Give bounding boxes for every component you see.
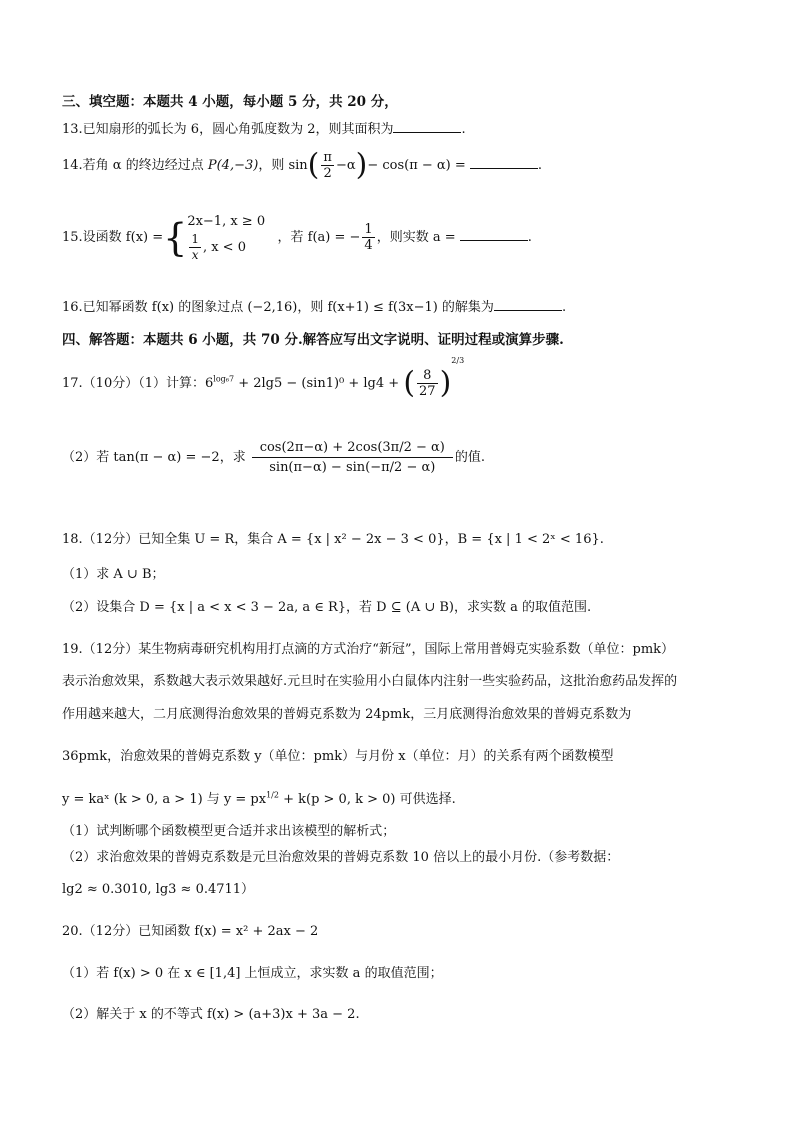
q14-mid: ，则 sin: [258, 158, 308, 173]
q17-1-mid: + 2lg5 − (sin1)⁰ + lg4 +: [234, 376, 404, 391]
question-17-part-1: [62, 356, 465, 401]
question-19-line-2: 表示治愈效果，系数越大表示效果越好.元旦时在实验用小白鼠体内注射一些实验药品，这批治愈药品发挥的: [62, 674, 678, 689]
q14-frac-num: π: [323, 150, 332, 165]
q17-2-numerator: cos(2π−α) + 2cos(3π/2 − α): [252, 440, 453, 458]
brace: {: [163, 215, 188, 260]
paren-right: ): [439, 365, 452, 401]
paren-left: (: [403, 365, 416, 401]
q14-point: P(4,−3): [207, 158, 259, 173]
question-20: 20.（12分）已知函数 f(x) = x² + 2ax − 2: [62, 924, 319, 939]
q17-1-frac-num: 8: [417, 368, 438, 384]
q17-2-post: 的值.: [454, 450, 486, 465]
question-17-part-2: [62, 440, 485, 475]
question-15: 15.设函数 f(x) ={ 2x−1, x ≥ 0 $\frac{1}{x}$ , x < 0 ，若 f(a) = − $\frac{1}{4}$ ，则实数 a = .: [62, 214, 532, 262]
q17-2-fraction: [252, 440, 453, 475]
question-18: 18.（12分）已知全集 U = R，集合 A = {x | x² − 2x − 3 < 0}，B = {x | 1 < 2ˣ < 16}.: [62, 532, 604, 547]
answer-blank: [460, 228, 528, 241]
q19-l5-b: + k(p > 0, k > 0) 可供选择.: [278, 792, 456, 807]
question-19-line-3: 作用越来越大，二月底测得治愈效果的普姆克系数为 24pmk，三月底测得治愈效果的普姆克系数为: [62, 707, 632, 722]
question-19-part-1: （1）试判断哪个函数模型更合适并求出该模型的解析式；: [62, 824, 396, 839]
question-20-part-2: （2）解关于 x 的不等式 f(x) > (a+3)x + 3a − 2.: [62, 1007, 360, 1022]
question-14: 14.若角 α 的终边经过点 P(4,−3)，则 sin( $\frac{\pi}{2}$ −α)− cos(π − α) = .: [62, 147, 543, 183]
q15-case2-cond: , x < 0: [202, 240, 246, 255]
q19-l5-a: y = kaˣ (k > 0, a > 1) 与 y = px: [62, 792, 267, 807]
question-13: 13.已知扇形的弧长为 6，圆心角弧度数为 2，则其面积为 .: [62, 122, 466, 137]
q15-case2-den: x: [191, 248, 199, 262]
q15-cases: [187, 212, 265, 263]
q14-rest: − cos(π − α) =: [367, 158, 466, 173]
section-3-heading: 三、填空题：本题共 4 小题，每小题 5 分，共 20 分，: [62, 94, 398, 110]
q14-inner: −α: [335, 158, 356, 173]
question-16-text: 16.已知幂函数 f(x) 的图象过点 (−2,16)，则 f(x+1) ≤ f(3x−1) 的解集为: [62, 300, 494, 315]
answer-blank: [470, 156, 538, 169]
q19-l5-exp: 1/2: [266, 790, 279, 800]
q17-1-pre: 17.（10分）（1）计算：: [62, 376, 205, 391]
paren-left: (: [307, 147, 320, 183]
q15-mid: ，若 f(a) = −: [277, 230, 361, 245]
section-4-heading: 四、解答题：本题共 6 小题，共 70 分.解答应写出文字说明、证明过程或演算步骤.: [62, 332, 564, 348]
question-19-line-5: [62, 788, 456, 807]
question-19-line-1: 19.（12分）某生物病毒研究机构用打点滴的方式治疗“新冠”，国际上常用普姆克实验系数（单位：pmk）: [62, 642, 675, 657]
question-19-line-4: 36pmk，治愈效果的普姆克系数 y（单位：pmk）与月份 x（单位：月）的关系有两个函数模型: [62, 749, 614, 764]
q17-2-pre: （2）若 tan(π − α) = −2，求: [62, 450, 246, 465]
answer-blank: [494, 298, 562, 311]
question-18-part-2: （2）设集合 D = {x | a < x < 3 − 2a, a ∈ R}，若 D ⊆ (A ∪ B)，求实数 a 的取值范围.: [62, 600, 592, 615]
q17-1-power: 2/3: [451, 356, 465, 365]
q15-frac-den: 4: [364, 238, 373, 253]
q14-frac-den: 2: [323, 166, 332, 181]
question-13-text: 13.已知扇形的弧长为 6，圆心角弧度数为 2，则其面积为: [62, 122, 394, 137]
q17-1-exp: log₆7: [213, 374, 235, 384]
q15-pre: 15.设函数 f(x) =: [62, 230, 164, 245]
paren-right: ): [355, 147, 368, 183]
q17-1-base: 6: [205, 376, 214, 391]
q17-2-denominator: sin(π−α) − sin(−π/2 − α): [269, 460, 436, 475]
q14-fraction: [321, 150, 334, 181]
answer-blank: [393, 120, 461, 133]
q15-rest: ，则实数 a =: [376, 230, 456, 245]
question-20-part-1: （1）若 f(x) > 0 在 x ∈ [1,4] 上恒成立，求实数 a 的取值范围；: [62, 966, 443, 981]
q15-fraction: [362, 222, 374, 253]
q15-frac-num: 1: [364, 222, 373, 237]
question-19-part-2: （2）求治愈效果的普姆克系数是元旦治愈效果的普姆克系数 10 倍以上的最小月份.（参考数据：: [62, 850, 620, 865]
q17-1-fraction: [417, 368, 438, 399]
q14-pre: 14.若角 α 的终边经过点: [62, 158, 208, 173]
question-18-part-1: （1）求 A ∪ B；: [62, 567, 165, 582]
q15-case1: 2x−1, x ≥ 0: [187, 214, 266, 229]
question-16: 16.已知幂函数 f(x) 的图象过点 (−2,16)，则 f(x+1) ≤ f(3x−1) 的解集为 .: [62, 300, 567, 315]
q15-case2-num: 1: [191, 232, 199, 246]
question-19-reference: lg2 ≈ 0.3010, lg3 ≈ 0.4711）: [62, 882, 255, 897]
q17-1-frac-den: 27: [419, 384, 436, 399]
